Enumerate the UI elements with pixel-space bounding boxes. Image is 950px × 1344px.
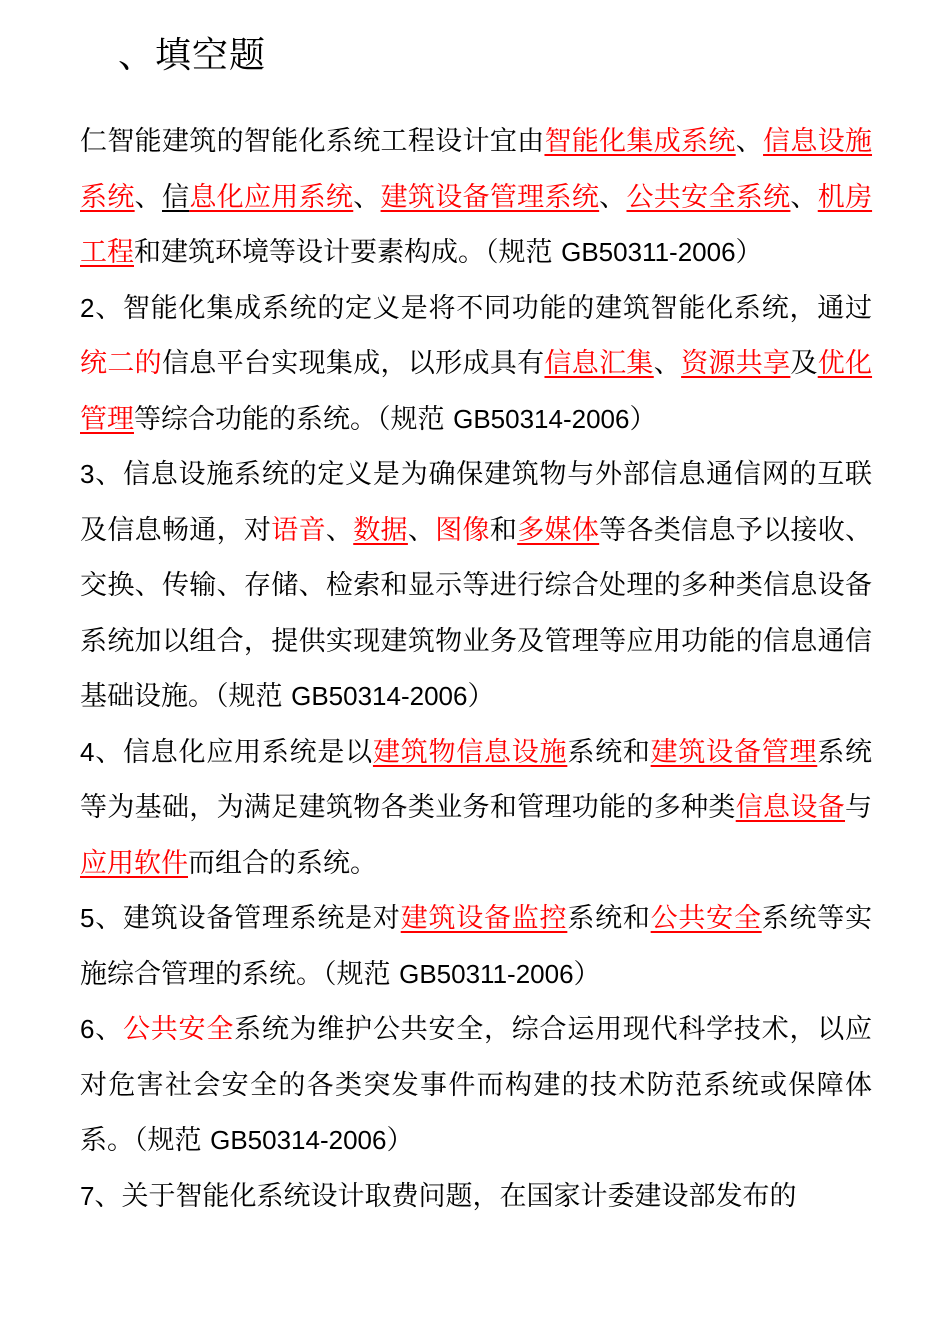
answer-text: 图像 xyxy=(435,514,490,546)
number-text: GB50314-2006 xyxy=(210,1125,387,1155)
text-run: 及 xyxy=(790,348,818,379)
number-text: 7 xyxy=(80,1180,95,1211)
answer-blank: 建筑设备管理 xyxy=(650,736,818,768)
text-run: 、智能化集成系统的定义是将不同功能的建筑智能化系统，通过 xyxy=(94,292,872,324)
text-run: 系统和 xyxy=(567,903,651,934)
text-run: ） xyxy=(573,958,601,990)
text-run: 、 xyxy=(134,181,162,213)
text-run: ） xyxy=(629,403,657,435)
text-run: 和建筑环境等设计要素构成。（规范 xyxy=(134,237,562,268)
text-run: 、关于智能化系统设计取费问题，在国家计委建设部发布的 xyxy=(94,1180,797,1212)
text-run: 、 xyxy=(94,1014,124,1045)
document-body xyxy=(80,114,872,1224)
text-run: 、 xyxy=(325,514,354,546)
text-run: 等各类信息予以接收、交换、传输、存储、检索和显示等进行综合处理的多种类信息设备系统加以组合，提供实现建筑物业务及管理等应用功能的信息通信基础设施。（规范 xyxy=(80,514,873,712)
underlined-text: 信 xyxy=(161,181,190,213)
text-run: 、信息化应用系统是以 xyxy=(94,736,373,768)
question-paragraph xyxy=(80,1169,872,1225)
text-run: ） xyxy=(386,1125,414,1156)
text-run: 、 xyxy=(790,181,818,213)
text-run: 、 xyxy=(599,181,627,213)
answer-blank: 智能化集成系统 xyxy=(544,126,736,157)
text-run: 而组合的系统。 xyxy=(188,847,377,879)
text-run: 、建筑设备管理系统是对 xyxy=(94,903,401,934)
text-run: ） xyxy=(467,681,495,712)
answer-blank: 公共安全 xyxy=(650,903,762,934)
answer-blank: 机房工程 xyxy=(80,181,873,268)
answer-blank: 信息设施系统 xyxy=(80,126,873,213)
answer-blank: 信息汇集 xyxy=(544,348,654,379)
answer-blank: 应用软件 xyxy=(80,847,188,879)
answer-blank: 建筑物信息设施 xyxy=(372,736,568,768)
answer-blank: 信息设备 xyxy=(735,792,846,823)
question-paragraph xyxy=(80,114,872,281)
text-run: 信息平台实现集成，以形成具有 xyxy=(161,348,545,379)
question-paragraph xyxy=(80,447,872,725)
question-paragraph xyxy=(80,725,872,892)
text-run: 与 xyxy=(845,792,873,823)
answer-blank: 资源共享 xyxy=(681,348,791,379)
text-run: ） xyxy=(735,237,763,268)
text-run: 、 xyxy=(653,348,682,379)
answer-blank: 公共安全系统 xyxy=(626,181,791,213)
number-text: 2 xyxy=(80,292,95,323)
question-paragraph xyxy=(80,891,872,1002)
number-text: 3 xyxy=(80,459,95,489)
text-run: 和 xyxy=(489,514,518,546)
text-run: 仁智能建筑的智能化系统工程设计宜由 xyxy=(80,126,545,157)
text-run: 、 xyxy=(407,514,436,546)
answer-blank: 优化管理 xyxy=(80,348,873,435)
text-run: 、 xyxy=(735,126,764,157)
answer-blank: 多媒体 xyxy=(517,514,600,546)
text-run: 系统等实施综合管理的系统。（规范 xyxy=(80,903,873,990)
number-text: GB50314-2006 xyxy=(291,681,468,711)
answer-blank: 息化应用系统 xyxy=(189,181,354,213)
number-text: GB50311-2006 xyxy=(399,958,574,989)
number-text: GB50314-2006 xyxy=(453,403,630,434)
number-text: 4 xyxy=(80,736,95,767)
number-text: 6 xyxy=(80,1014,95,1044)
answer-text: 统二的 xyxy=(80,348,162,379)
text-run: 等综合功能的系统。（规范 xyxy=(134,403,454,435)
answer-text: 公共安全 xyxy=(123,1014,235,1045)
text-run: 、 xyxy=(353,181,381,213)
text-run: 系统等为基础，为满足建筑物各类业务和管理功能的多种类 xyxy=(80,736,873,823)
question-paragraph xyxy=(80,1002,872,1169)
number-text: GB50311-2006 xyxy=(561,237,736,267)
answer-blank: 建筑设备监控 xyxy=(400,903,568,934)
answer-blank: 数据 xyxy=(353,514,408,546)
number-text: 5 xyxy=(80,903,95,933)
text-run: 系统和 xyxy=(567,736,651,768)
section-heading: 、填空题 xyxy=(118,35,267,76)
answer-blank: 建筑设备管理系统 xyxy=(380,181,600,213)
question-paragraph xyxy=(80,281,872,448)
text-run: 、信息设施系统的定义是为确保建筑物与外部信息通信网的互联及信息畅通，对 xyxy=(80,459,872,546)
answer-text: 语音 xyxy=(271,514,326,546)
text-run: 系统为维护公共安全，综合运用现代科学技术，以应对危害社会安全的各类突发事件而构建的技术防范系统或保障体系。（规范 xyxy=(80,1014,873,1156)
